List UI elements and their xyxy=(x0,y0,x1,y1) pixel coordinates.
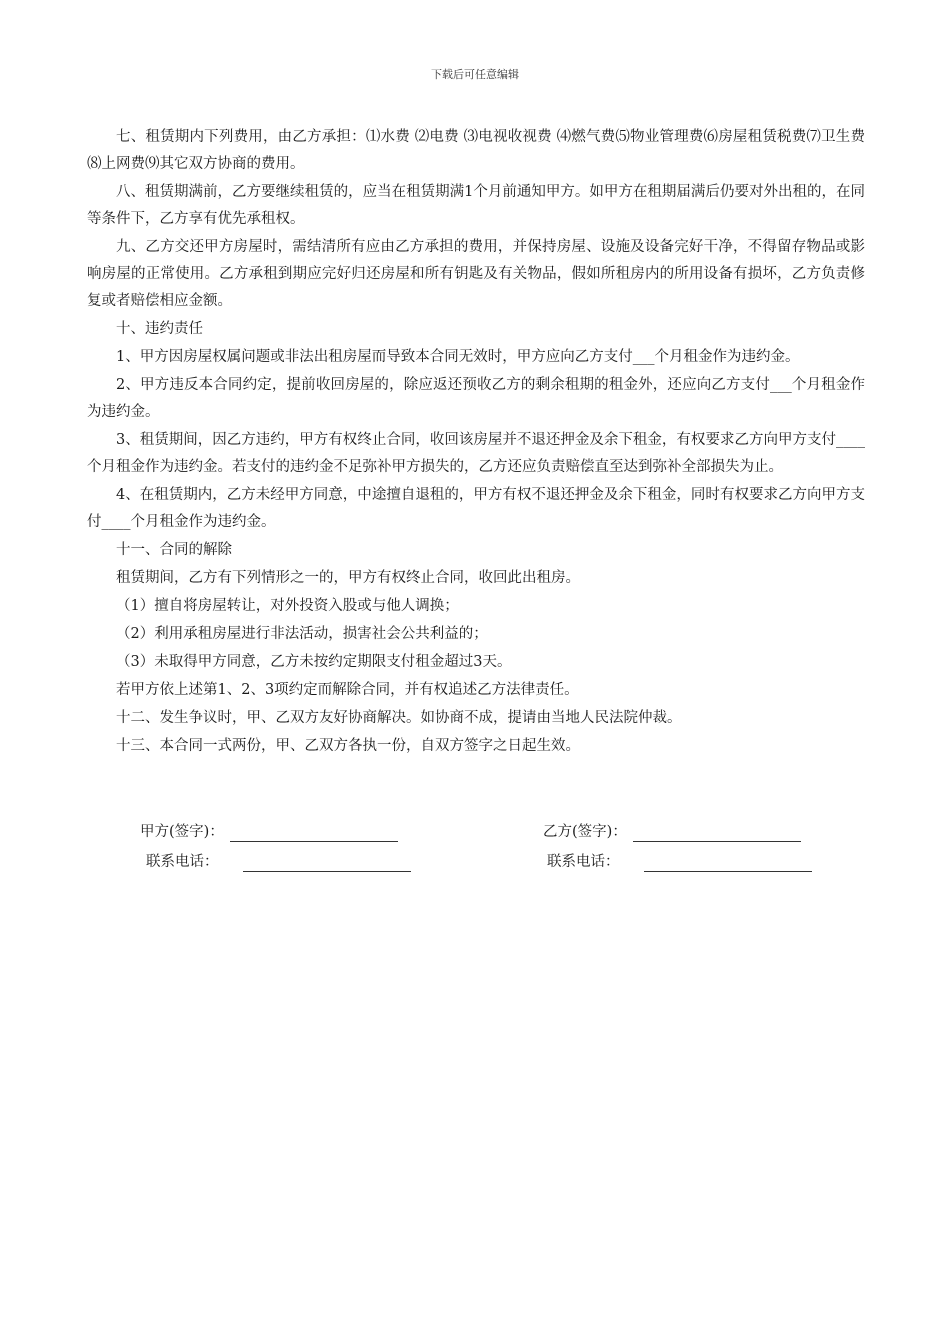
clause-11-heading: 十一、合同的解除 xyxy=(116,542,232,558)
party-b-phone-label: 联系电话： xyxy=(547,854,620,870)
party-b-phone xyxy=(547,852,812,872)
party-a-signature-label: 甲方(签字)： xyxy=(140,824,224,840)
party-b-signature-line[interactable] xyxy=(633,827,801,842)
party-b-signature-label: 乙方(签字)： xyxy=(543,824,627,840)
clause-12: 十二、发生争议时，甲、乙双方友好协商解决。如协商不成，提请由当地人民法院仲裁。 xyxy=(116,710,682,726)
party-a-phone-label: 联系电话： xyxy=(146,854,219,870)
clause-7: 七、租赁期内下列费用，由乙方承担：⑴水费 ⑵电费 ⑶电视收视费 ⑷燃气费⑸物业管理费⑹房屋租赁税费⑺卫生费⑻上网费⑼其它双方协商的费用。 xyxy=(87,129,865,172)
clause-8: 八、租赁期满前，乙方要继续租赁的，应当在租赁期满1个月前通知甲方。如甲方在租期届满后仍要对外出租的，在同等条件下，乙方享有优先承租权。 xyxy=(87,184,865,227)
clause-11-item-1: （1）擅自将房屋转让，对外投资入股或与他人调换； xyxy=(116,598,459,614)
contract-body xyxy=(87,124,865,761)
clause-11-item-2: （2）利用承租房屋进行非法活动，损害社会公共利益的； xyxy=(116,626,488,642)
party-b-phone-line[interactable] xyxy=(644,857,812,872)
clause-10-item-4: 4、在租赁期内，乙方未经甲方同意，中途擅自退租的，甲方有权不退还押金及余下租金，同时有权要求乙方向甲方支付____个月租金作为违约金。 xyxy=(87,487,865,530)
clause-10-item-1: 1、甲方因房屋权属问题或非法出租房屋而导致本合同无效时，甲方应向乙方支付___个月租金作为违约金。 xyxy=(116,349,800,365)
party-b-signature xyxy=(543,822,801,842)
clause-11-note: 若甲方依上述第1、2、3项约定而解除合同，并有权追述乙方法律责任。 xyxy=(116,682,579,698)
clause-13: 十三、本合同一式两份，甲、乙双方各执一份，自双方签字之日起生效。 xyxy=(116,738,580,754)
clause-11-item-3: （3）未取得甲方同意，乙方未按约定期限支付租金超过3天。 xyxy=(116,654,512,670)
party-a-phone-line[interactable] xyxy=(243,857,411,872)
party-a-signature-line[interactable] xyxy=(230,827,398,842)
clause-10-heading: 十、违约责任 xyxy=(116,321,203,337)
party-a-signature xyxy=(140,822,398,842)
party-a-phone xyxy=(146,852,411,872)
clause-11-intro: 租赁期间，乙方有下列情形之一的，甲方有权终止合同，收回此出租房。 xyxy=(116,570,580,586)
clause-10-item-3: 3、租赁期间，因乙方违约，甲方有权终止合同，收回该房屋并不退还押金及余下租金，有权要求乙方向甲方支付____个月租金作为违约金。若支付的违约金不足弥补甲方损失的，乙方还应负责赔偿直至达到弥补全部损失为止。 xyxy=(87,432,865,475)
clause-9: 九、乙方交还甲方房屋时，需结清所有应由乙方承担的费用，并保持房屋、设施及设备完好干净，不得留存物品或影响房屋的正常使用。乙方承租到期应完好归还房屋和所有钥匙及有关物品，假如所租房内的所用设备有损坏，乙方负责修复或者赔偿相应金额。 xyxy=(87,239,865,309)
clause-10-item-2: 2、甲方违反本合同约定，提前收回房屋的，除应返还预收乙方的剩余租期的租金外，还应向乙方支付___个月租金作为违约金。 xyxy=(87,377,865,420)
page-header: 下载后可任意编辑 xyxy=(431,68,519,81)
